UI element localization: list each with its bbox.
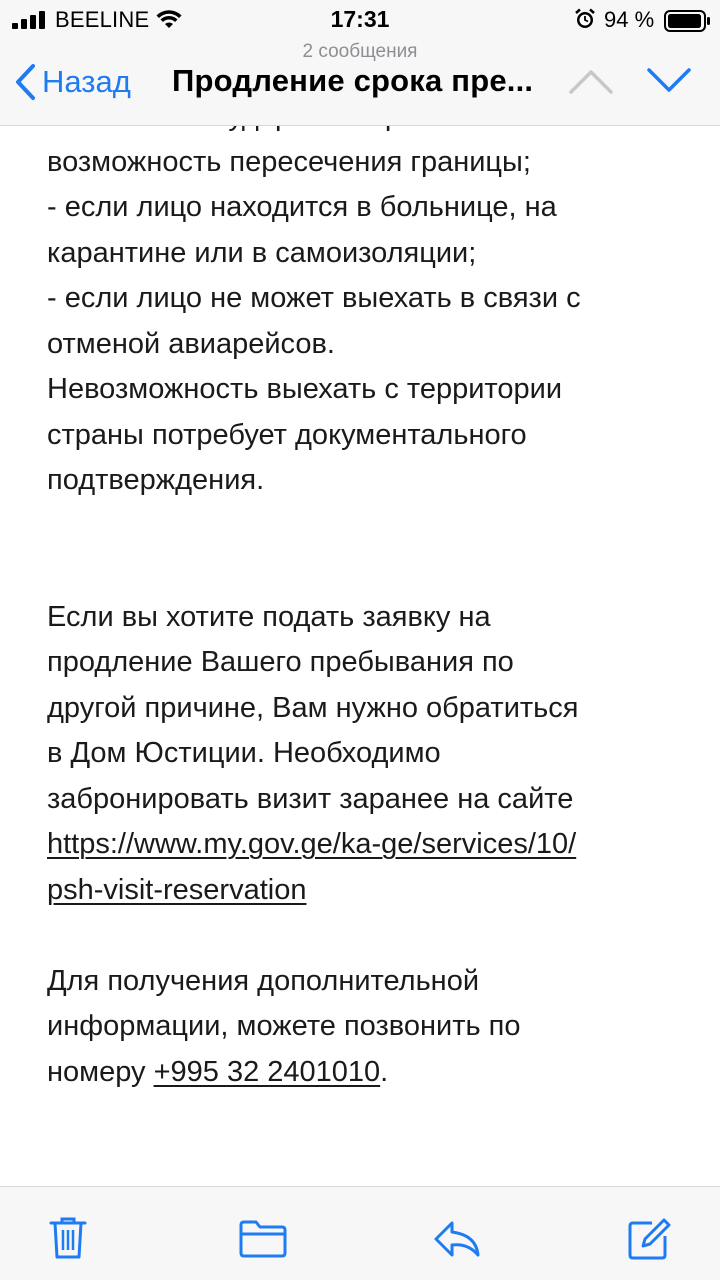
reservation-link-line [47,868,707,914]
paragraph-gap [47,549,707,595]
body-line: отменой авиарейсов. [47,327,335,360]
clock: 17:31 [330,6,390,32]
message-body [47,94,707,1095]
paragraph-gap [47,913,707,959]
body-line: Для получения дополнительной [47,964,480,997]
previous-message-button[interactable] [568,66,614,96]
battery-percent: 94 % [604,7,655,32]
back-label: Назад [42,64,131,99]
body-line: Невозможность выехать с территории [47,373,563,405]
top-bar [0,0,720,126]
back-button[interactable] [14,62,131,102]
body-line: подтверждения. [47,464,265,496]
bottom-toolbar [0,1186,720,1280]
folder-icon[interactable] [238,1219,288,1259]
body-line: продление Вашего пребывания по [47,646,514,678]
battery-icon [664,10,712,32]
reservation-link[interactable]: https://www.my.gov.ge/ka-ge/services/10/ [47,828,577,860]
body-line: Если вы хотите подать заявку на [47,600,491,633]
body-line: в Дом Юстиции. Необходимо [47,737,441,769]
status-bar [0,0,720,40]
body-line: другой причине, Вам нужно обратиться [47,691,579,724]
body-line: карантине или в самоизоляции; [47,236,477,269]
message-subject: Продление срока пре... [172,63,534,98]
body-line: страны потребует документального [47,418,527,451]
phone-line [47,1050,707,1096]
body-line: - если лицо не может выехать в связи с [47,282,581,314]
reservation-link-line [47,822,707,868]
reservation-link-cont[interactable]: psh-visit-reservation [47,873,307,906]
phone-link[interactable]: +995 32 2401010 [153,1055,381,1088]
trash-icon[interactable] [48,1215,88,1261]
message-count: 2 сообщения [302,41,418,62]
compose-icon[interactable] [626,1217,672,1263]
body-line: забронировать визит заранее на сайте [47,782,574,815]
carrier-name: BEELINE [55,7,150,32]
next-message-button[interactable] [646,66,692,96]
reply-icon[interactable] [432,1219,482,1259]
body-line: - если лицо находится в больнице, на [47,191,557,223]
body-line: информации, можете позвонить по [47,1010,521,1042]
phone-prefix: номеру [47,1055,154,1088]
alarm-icon [574,8,596,30]
paragraph-gap [47,504,707,550]
phone-suffix: . [380,1055,389,1088]
chevron-left-icon [14,63,36,101]
body-line: возможность пересечения границы; [47,145,531,178]
